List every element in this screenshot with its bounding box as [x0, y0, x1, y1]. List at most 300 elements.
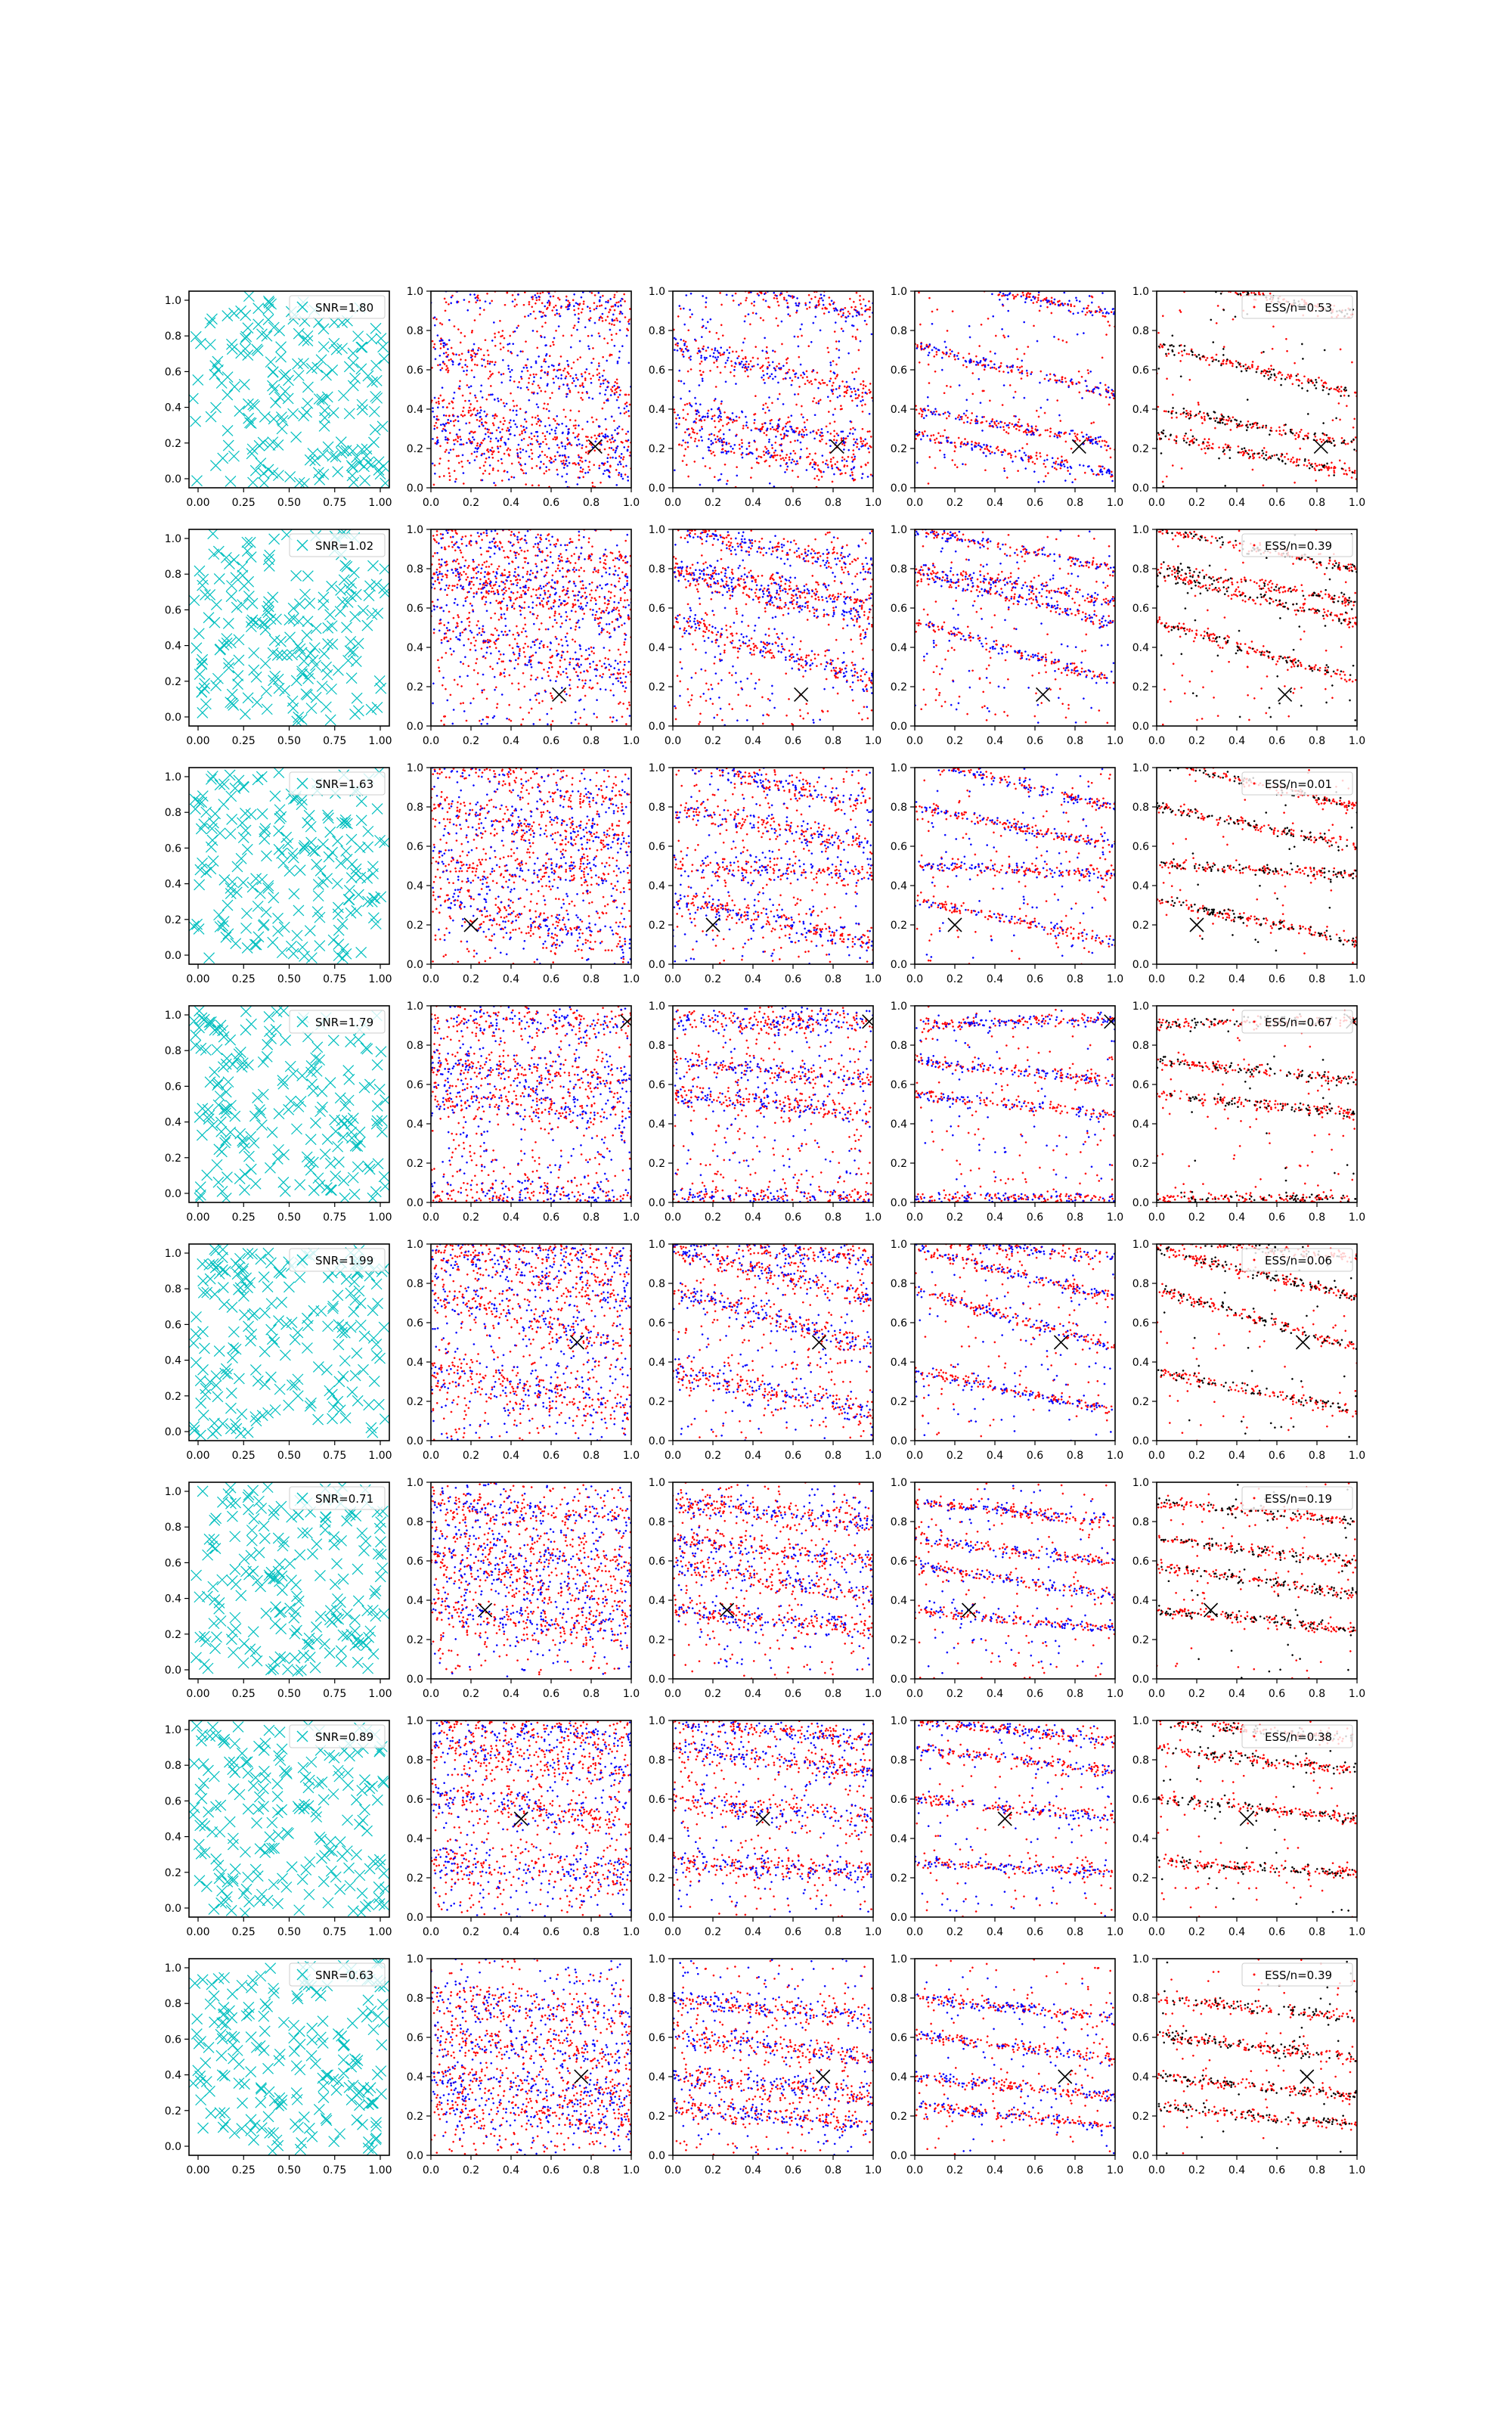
panel-r4-c4 [1132, 1239, 1365, 1462]
y-tick-label: 1.0 [648, 1953, 665, 1965]
x-tick-label: 0.0 [1148, 1450, 1166, 1462]
x-tick-label: 0.8 [1308, 1212, 1326, 1224]
x-tick-label: 0.8 [1308, 1926, 1326, 1938]
y-tick-label: 1.0 [406, 286, 423, 298]
y-tick-label: 1.0 [648, 1239, 665, 1251]
y-tick-label: 0.6 [164, 1795, 181, 1808]
x-tick-label: 1.0 [1348, 1926, 1366, 1938]
x-tick-label: 1.0 [1106, 2164, 1124, 2176]
x-tick-label: 0.4 [502, 973, 520, 985]
x-tick-label: 0.0 [422, 735, 440, 747]
x-tick-label: 0.8 [1066, 497, 1084, 509]
x-tick-label: 0.8 [582, 973, 600, 985]
x-tick-label: 0.4 [1228, 1926, 1246, 1938]
panel-r0-c2 [649, 286, 881, 509]
x-tick-label: 0.2 [704, 973, 722, 985]
panel-r6-c1 [407, 1715, 640, 1938]
y-tick-label: 0.4 [890, 404, 907, 416]
y-tick-label: 0.4 [648, 404, 665, 416]
x-tick-label: 0.0 [1148, 1212, 1166, 1224]
y-tick-label: 0.8 [890, 1754, 907, 1767]
x-tick-label: 1.00 [368, 1926, 392, 1938]
x-tick-label: 0.4 [986, 2164, 1004, 2176]
panel-r3-c0 [165, 1006, 392, 1224]
x-tick-label: 0.0 [1148, 1926, 1166, 1938]
samples-blue [674, 1485, 875, 1671]
point-layer [430, 1243, 632, 1441]
samples-black [1156, 529, 1358, 721]
y-tick-label: 0.6 [648, 1079, 665, 1091]
panel-r1-c3 [891, 524, 1123, 747]
x-tick-label: 0.8 [824, 1926, 842, 1938]
samples-black [1156, 1721, 1356, 1913]
y-tick-label: 0.8 [1132, 1278, 1149, 1290]
sample-markers [188, 1244, 390, 1441]
x-tick-label: 1.00 [368, 497, 392, 509]
panel-r0-c4 [1132, 286, 1365, 509]
panel-r1-c1 [407, 524, 640, 747]
point-layer [1156, 290, 1358, 487]
x-tick-label: 0.2 [946, 1926, 964, 1938]
x-tick-label: 0.6 [542, 1926, 560, 1938]
x-tick-label: 0.00 [186, 497, 210, 509]
panel-r7-c0 [165, 1958, 392, 2176]
panel-r7-c3 [891, 1953, 1123, 2176]
x-tick-label: 0.25 [231, 973, 256, 985]
samples-red [430, 1959, 632, 2157]
y-tick-label: 0.6 [406, 1794, 423, 1806]
x-tick-label: 1.0 [1348, 973, 1366, 985]
y-tick-label: 0.0 [406, 1674, 423, 1686]
x-tick-label: 1.0 [1348, 2164, 1366, 2176]
x-tick-label: 1.0 [1106, 497, 1124, 509]
x-tick-label: 0.4 [744, 497, 762, 509]
axes-frame [673, 768, 873, 964]
panel-r0-c3 [891, 286, 1123, 509]
x-tick-label: 0.0 [906, 2164, 924, 2176]
samples-red [1157, 1243, 1359, 1441]
y-tick-label: 1.0 [164, 533, 181, 545]
y-tick-label: 0.4 [164, 2069, 181, 2082]
y-tick-label: 0.2 [648, 1396, 665, 1408]
y-tick-label: 0.6 [890, 1794, 907, 1806]
y-tick-label: 0.8 [164, 569, 181, 582]
x-tick-label: 1.0 [1348, 735, 1366, 747]
y-tick-label: 0.8 [890, 563, 907, 576]
y-tick-label: 1.0 [648, 1001, 665, 1013]
y-tick-label: 0.4 [406, 404, 423, 416]
y-tick-label: 1.0 [648, 1715, 665, 1727]
y-tick-label: 0.6 [1132, 841, 1149, 853]
y-tick-label: 1.0 [164, 1486, 181, 1498]
x-tick-label: 0.6 [784, 1926, 802, 1938]
x-tick-label: 0.6 [542, 1688, 560, 1700]
y-tick-label: 0.6 [890, 1079, 907, 1091]
x-tick-label: 0.00 [186, 973, 210, 985]
x-tick-label: 0.2 [1188, 497, 1206, 509]
y-tick-label: 0.8 [406, 1516, 423, 1528]
panel-r5-c3 [891, 1477, 1123, 1700]
y-tick-label: 0.0 [890, 1674, 907, 1686]
y-tick-label: 1.0 [164, 1248, 181, 1260]
y-tick-label: 0.2 [164, 914, 181, 926]
x-tick-label: 0.6 [1268, 1212, 1286, 1224]
x-tick-label: 0.4 [744, 973, 762, 985]
y-tick-label: 0.0 [164, 2141, 181, 2153]
samples-blue [914, 768, 1116, 959]
y-tick-label: 0.0 [1132, 1435, 1149, 1447]
x-tick-label: 0.8 [824, 497, 842, 509]
x-tick-label: 0.0 [664, 1688, 682, 1700]
x-tick-label: 1.0 [622, 1450, 640, 1462]
y-tick-label: 0.6 [648, 1794, 665, 1806]
x-tick-label: 0.4 [502, 1688, 520, 1700]
x-tick-label: 0.00 [186, 1688, 210, 1700]
y-tick-label: 0.2 [164, 1866, 181, 1879]
y-tick-label: 0.4 [406, 1833, 423, 1845]
panel-r5-c0 [165, 1481, 392, 1700]
samples-red [914, 1720, 1116, 1918]
y-tick-label: 0.6 [406, 1079, 423, 1091]
x-tick-label: 1.0 [622, 973, 640, 985]
y-tick-label: 0.2 [1132, 1634, 1149, 1646]
y-tick-label: 0.0 [890, 721, 907, 733]
x-tick-label: 0.2 [462, 1450, 480, 1462]
y-tick-label: 0.0 [1132, 2150, 1149, 2162]
ess-label: ESS/n=0.39 [1265, 539, 1333, 553]
y-tick-label: 0.6 [1132, 1317, 1149, 1329]
y-tick-label: 0.0 [648, 1435, 665, 1447]
x-tick-label: 0.0 [422, 497, 440, 509]
panel-r5-c4 [1132, 1477, 1365, 1700]
y-tick-label: 0.4 [890, 642, 907, 654]
samples-red [430, 529, 632, 726]
y-tick-label: 0.6 [406, 2032, 423, 2044]
point-layer [914, 290, 1116, 485]
x-tick-label: 0.0 [422, 1450, 440, 1462]
panel-r5-c2 [649, 1477, 881, 1700]
x-tick-label: 0.0 [1148, 497, 1166, 509]
target-marker [1240, 1812, 1253, 1826]
legend-marker-dot [1253, 1736, 1256, 1738]
y-tick-label: 0.0 [648, 482, 665, 495]
samples-blue [430, 1483, 632, 1677]
y-tick-label: 0.8 [648, 1040, 665, 1052]
y-tick-label: 0.8 [890, 1278, 907, 1290]
y-tick-label: 0.4 [648, 2071, 665, 2083]
y-tick-label: 0.6 [648, 603, 665, 615]
x-tick-label: 0.6 [542, 2164, 560, 2176]
y-tick-label: 0.2 [890, 2111, 907, 2123]
x-tick-label: 0.6 [1026, 973, 1044, 985]
samples-blue [672, 767, 873, 964]
x-tick-label: 0.25 [231, 2164, 256, 2176]
samples-blue [914, 1485, 1115, 1674]
y-tick-label: 0.4 [648, 1595, 665, 1607]
x-tick-label: 0.50 [277, 735, 302, 747]
x-tick-label: 0.4 [502, 1450, 520, 1462]
panel-r1-c4 [1132, 524, 1365, 747]
samples-blue [915, 291, 1115, 483]
y-tick-label: 0.4 [164, 1831, 181, 1844]
target-marker [830, 439, 844, 453]
y-tick-label: 0.2 [164, 1390, 181, 1403]
y-tick-label: 0.4 [406, 1118, 423, 1131]
x-tick-label: 0.6 [784, 735, 802, 747]
x-tick-label: 1.00 [368, 1688, 392, 1700]
y-tick-label: 0.0 [164, 1665, 181, 1677]
x-tick-label: 0.6 [784, 1688, 802, 1700]
x-tick-label: 0.4 [986, 735, 1004, 747]
x-tick-label: 0.8 [1308, 497, 1326, 509]
x-tick-label: 0.4 [502, 735, 520, 747]
x-tick-label: 1.0 [864, 973, 882, 985]
y-tick-label: 0.6 [1132, 2032, 1149, 2044]
x-tick-label: 0.2 [462, 973, 480, 985]
y-tick-label: 0.8 [164, 1998, 181, 2011]
x-tick-label: 0.50 [277, 1926, 302, 1938]
x-tick-label: 0.8 [1308, 973, 1326, 985]
x-tick-label: 0.6 [1268, 1450, 1286, 1462]
x-tick-label: 0.8 [582, 2164, 600, 2176]
y-tick-label: 0.4 [648, 880, 665, 892]
legend-marker-dot [1253, 783, 1256, 785]
x-tick-label: 0.2 [946, 1212, 964, 1224]
x-tick-label: 0.4 [502, 1926, 520, 1938]
axes-frame [1157, 1006, 1357, 1202]
y-tick-label: 0.6 [164, 1319, 181, 1332]
y-tick-label: 0.4 [406, 1357, 423, 1369]
x-tick-label: 0.2 [704, 1450, 722, 1462]
axes-frame [1157, 529, 1357, 726]
point-layer [1156, 767, 1358, 964]
y-tick-label: 0.8 [1132, 1516, 1149, 1528]
axes-frame [431, 291, 631, 488]
y-tick-label: 0.0 [164, 950, 181, 962]
panel-r7-c4 [1132, 1953, 1365, 2176]
x-tick-label: 0.4 [502, 497, 520, 509]
y-tick-label: 0.8 [648, 1278, 665, 1290]
y-tick-label: 0.2 [406, 920, 423, 932]
panel-r2-c3 [891, 762, 1123, 985]
y-tick-label: 0.8 [406, 325, 423, 337]
point-layer [914, 1482, 1115, 1679]
legend-marker-dot [1253, 1021, 1256, 1023]
point-layer [430, 1720, 632, 1919]
panel-r4-c3 [891, 1239, 1123, 1462]
snr-label: SNR=1.63 [315, 777, 374, 791]
y-tick-label: 0.2 [164, 675, 181, 688]
y-tick-label: 0.6 [406, 365, 423, 377]
x-tick-label: 0.2 [946, 2164, 964, 2176]
y-tick-label: 0.0 [164, 712, 181, 724]
y-tick-label: 0.2 [890, 1634, 907, 1646]
x-tick-label: 1.0 [1348, 1450, 1366, 1462]
x-tick-label: 0.00 [186, 2164, 210, 2176]
panel-r4-c2 [649, 1239, 881, 1462]
y-tick-label: 0.6 [406, 1317, 423, 1329]
sample-markers [188, 767, 389, 963]
x-tick-label: 0.75 [323, 1688, 347, 1700]
x-tick-label: 0.0 [906, 1688, 924, 1700]
y-tick-label: 0.8 [648, 1754, 665, 1767]
target-marker [1036, 687, 1050, 701]
samples-red [673, 529, 874, 725]
y-tick-label: 0.2 [648, 681, 665, 693]
y-tick-label: 0.8 [164, 1045, 181, 1058]
panel-r2-c2 [649, 762, 881, 985]
legend-marker-dot [1253, 1259, 1256, 1261]
y-tick-label: 0.4 [406, 2071, 423, 2083]
target-marker [1054, 1336, 1067, 1349]
y-tick-label: 0.0 [648, 1912, 665, 1924]
y-tick-label: 0.8 [648, 325, 665, 337]
legend-marker-dot [1253, 1974, 1256, 1976]
x-tick-label: 0.6 [542, 1212, 560, 1224]
samples-red [430, 290, 632, 489]
snr-label: SNR=0.63 [315, 1969, 374, 1982]
y-tick-label: 0.2 [1132, 920, 1149, 932]
point-layer [430, 1481, 632, 1677]
x-tick-label: 1.0 [622, 1688, 640, 1700]
x-tick-label: 1.0 [1348, 1212, 1366, 1224]
y-tick-label: 0.4 [406, 642, 423, 654]
y-tick-label: 0.8 [1132, 563, 1149, 576]
x-tick-label: 0.75 [323, 2164, 347, 2176]
y-tick-label: 0.2 [890, 1396, 907, 1408]
point-layer [672, 1243, 874, 1441]
x-tick-label: 0.2 [462, 735, 480, 747]
samples-red [672, 1006, 874, 1203]
x-tick-label: 1.0 [1106, 1212, 1124, 1224]
y-tick-label: 1.0 [406, 762, 423, 774]
y-tick-label: 0.2 [164, 1152, 181, 1165]
x-tick-label: 0.2 [946, 1450, 964, 1462]
x-tick-label: 0.0 [664, 973, 682, 985]
snr-label: SNR=1.99 [315, 1254, 374, 1267]
y-tick-label: 0.2 [164, 2105, 181, 2118]
x-tick-label: 1.0 [622, 2164, 640, 2176]
x-tick-label: 0.8 [582, 1212, 600, 1224]
y-tick-label: 1.0 [890, 762, 907, 774]
y-tick-label: 1.0 [406, 1239, 423, 1251]
axes-frame [673, 1006, 873, 1202]
axes-frame [189, 1959, 389, 2155]
target-marker [720, 1603, 734, 1617]
samples-blue [672, 1721, 874, 1918]
point-layer [914, 767, 1116, 965]
y-tick-label: 1.0 [164, 771, 181, 783]
y-tick-label: 0.2 [406, 1872, 423, 1885]
y-tick-label: 0.2 [648, 443, 665, 455]
y-tick-label: 0.0 [648, 2150, 665, 2162]
x-tick-label: 0.6 [1026, 1450, 1044, 1462]
x-tick-label: 1.0 [864, 1926, 882, 1938]
x-tick-label: 1.00 [368, 973, 392, 985]
x-tick-label: 0.2 [704, 735, 722, 747]
y-tick-label: 0.4 [164, 1116, 181, 1129]
x-tick-label: 0.0 [422, 973, 440, 985]
y-tick-label: 1.0 [164, 1724, 181, 1736]
sample-markers [191, 1481, 389, 1676]
snr-label: SNR=1.79 [315, 1016, 374, 1029]
x-tick-label: 0.75 [323, 1450, 347, 1462]
x-tick-label: 0.4 [744, 1212, 762, 1224]
y-tick-label: 0.8 [648, 1516, 665, 1528]
y-tick-label: 0.0 [406, 1197, 423, 1209]
y-tick-label: 0.2 [890, 920, 907, 932]
y-tick-label: 0.6 [648, 1556, 665, 1568]
samples-red [914, 529, 1116, 724]
y-tick-label: 1.0 [648, 524, 665, 536]
x-tick-label: 0.75 [323, 497, 347, 509]
y-tick-label: 0.0 [406, 1912, 423, 1924]
x-tick-label: 0.4 [986, 1688, 1004, 1700]
target-marker [1072, 439, 1086, 453]
y-tick-label: 0.4 [648, 642, 665, 654]
y-tick-label: 0.2 [1132, 1396, 1149, 1408]
y-tick-label: 1.0 [1132, 1953, 1149, 1965]
axes-frame [1157, 1244, 1357, 1441]
panel-r1-c2 [649, 524, 881, 747]
axes-frame [1157, 291, 1357, 488]
x-tick-label: 0.4 [744, 1688, 762, 1700]
y-tick-label: 0.0 [1132, 721, 1149, 733]
samples-red [1157, 1720, 1358, 1918]
samples-black [1158, 1961, 1358, 2155]
x-tick-label: 0.2 [704, 1688, 722, 1700]
x-tick-label: 0.8 [1308, 2164, 1326, 2176]
y-tick-label: 0.0 [648, 959, 665, 971]
x-tick-label: 0.6 [1268, 497, 1286, 509]
x-tick-label: 0.4 [986, 1212, 1004, 1224]
x-tick-label: 0.0 [664, 735, 682, 747]
x-tick-label: 0.6 [1268, 735, 1286, 747]
point-layer [914, 529, 1117, 724]
y-tick-label: 1.0 [164, 1962, 181, 1975]
x-tick-label: 0.0 [906, 735, 924, 747]
point-layer [914, 1720, 1116, 1918]
y-tick-label: 1.0 [648, 1477, 665, 1489]
ess-label: ESS/n=0.01 [1265, 777, 1333, 791]
y-tick-label: 1.0 [1132, 524, 1149, 536]
y-tick-label: 1.0 [406, 1953, 423, 1965]
y-tick-label: 0.6 [164, 842, 181, 855]
x-tick-label: 0.2 [946, 973, 964, 985]
point-layer [430, 767, 632, 965]
x-tick-label: 1.00 [368, 1450, 392, 1462]
y-tick-label: 0.4 [890, 1118, 907, 1131]
y-tick-label: 0.6 [648, 841, 665, 853]
x-tick-label: 0.0 [906, 1450, 924, 1462]
ess-label: ESS/n=0.53 [1265, 301, 1333, 315]
x-tick-label: 0.4 [744, 2164, 762, 2176]
panel-r6-c0 [165, 1720, 392, 1938]
x-tick-label: 0.8 [1066, 1212, 1084, 1224]
y-tick-label: 0.2 [1132, 1872, 1149, 1885]
y-tick-label: 0.0 [890, 959, 907, 971]
axes-frame [431, 529, 631, 726]
x-tick-label: 0.8 [1308, 1688, 1326, 1700]
samples-red [672, 1960, 874, 2156]
y-tick-label: 0.2 [1132, 443, 1149, 455]
x-tick-label: 0.6 [1026, 1926, 1044, 1938]
y-tick-label: 0.2 [406, 681, 423, 693]
x-tick-label: 0.4 [744, 1450, 762, 1462]
y-tick-label: 0.8 [890, 1040, 907, 1052]
panel-r6-c3 [891, 1715, 1123, 1938]
panel-r3-c1 [407, 1001, 640, 1224]
